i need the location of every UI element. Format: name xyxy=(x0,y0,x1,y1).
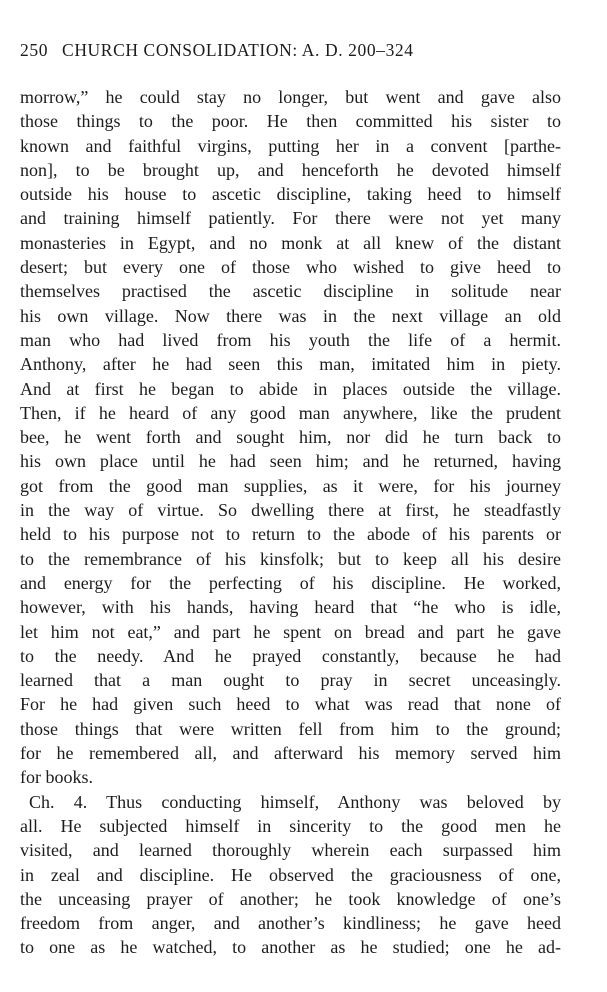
text-line: in the way of virtue. So dwelling there at first, he steadfastly xyxy=(20,500,561,521)
text-line: morrow,” he could stay no longer, but went and gave also xyxy=(20,87,561,107)
body-text xyxy=(20,85,561,960)
text-line: for books. xyxy=(20,767,93,788)
paragraph xyxy=(20,85,561,790)
text-line: Anthony, after he had seen this man, imitated him in piety. xyxy=(20,354,561,375)
text-line: those things to the poor. He then committed his sister to xyxy=(20,111,561,132)
running-head-title: CHURCH CONSOLIDATION: A. D. 200–324 xyxy=(62,40,414,60)
text-line: monasteries in Egypt, and no monk at all knew of the distant xyxy=(20,232,561,253)
text-line: in zeal and discipline. He observed the graciousness of one, xyxy=(20,864,561,885)
text-line: known and faithful virgins, putting her in a convent [parthe- xyxy=(20,135,561,156)
text-line: desert; but every one of those who wished to give heed to xyxy=(20,257,561,278)
text-line: Ch. 4. Thus conducting himself, Anthony was beloved by xyxy=(29,791,561,812)
text-line: however, with his hands, having heard that “he who is idle, xyxy=(20,597,561,618)
text-line: held to his purpose not to return to the abode of his parents or xyxy=(20,524,561,545)
text-line: let him not eat,” and part he spent on bread and part he gave xyxy=(20,621,561,642)
text-line: for he remembered all, and afterward his memory served him xyxy=(20,743,561,764)
text-line: his own place until he had seen him; and he returned, having xyxy=(20,451,561,472)
text-line: those things that were written fell from him to the ground; xyxy=(20,718,561,739)
text-line: all. He subjected himself in sincerity to the good men he xyxy=(20,815,561,836)
text-line: got from the good man supplies, as it were, for his journey xyxy=(20,475,561,496)
running-head xyxy=(20,40,561,64)
text-line: learned that a man ought to pray in secret unceasingly. xyxy=(20,670,561,691)
text-line: and training himself patiently. For there were not yet many xyxy=(20,208,561,229)
text-line: to the remembrance of his kinsfolk; but to keep all his desire xyxy=(20,548,561,569)
text-line: to one as he watched, to another as he studied; one he ad- xyxy=(20,937,561,958)
paragraph xyxy=(20,790,561,960)
text-line: outside his house to ascetic discipline, taking heed to himself xyxy=(20,184,561,205)
text-line: man who had lived from his youth the life of a hermit. xyxy=(20,329,561,350)
text-line: to the needy. And he prayed constantly, because he had xyxy=(20,645,561,666)
text-line: bee, he went forth and sought him, nor did he turn back to xyxy=(20,427,561,448)
text-line: Then, if he heard of any good man anywhere, like the prudent xyxy=(20,402,561,423)
text-line: visited, and learned thoroughly wherein each surpassed him xyxy=(20,840,561,861)
text-line: For he had given such heed to what was read that none of xyxy=(20,694,561,715)
text-line: non], to be brought up, and henceforth he devoted himself xyxy=(20,159,561,180)
text-line: and energy for the perfecting of his discipline. He worked, xyxy=(20,572,561,593)
text-line: freedom from anger, and another’s kindliness; he gave heed xyxy=(20,913,561,934)
text-line: the unceasing prayer of another; he took knowledge of one’s xyxy=(20,888,561,909)
page-number: 250 xyxy=(20,40,49,60)
text-line: his own village. Now there was in the next village an old xyxy=(20,305,561,326)
text-line: And at first he began to abide in places outside the village. xyxy=(20,378,561,399)
text-line: themselves practised the ascetic discipline in solitude near xyxy=(20,281,561,302)
